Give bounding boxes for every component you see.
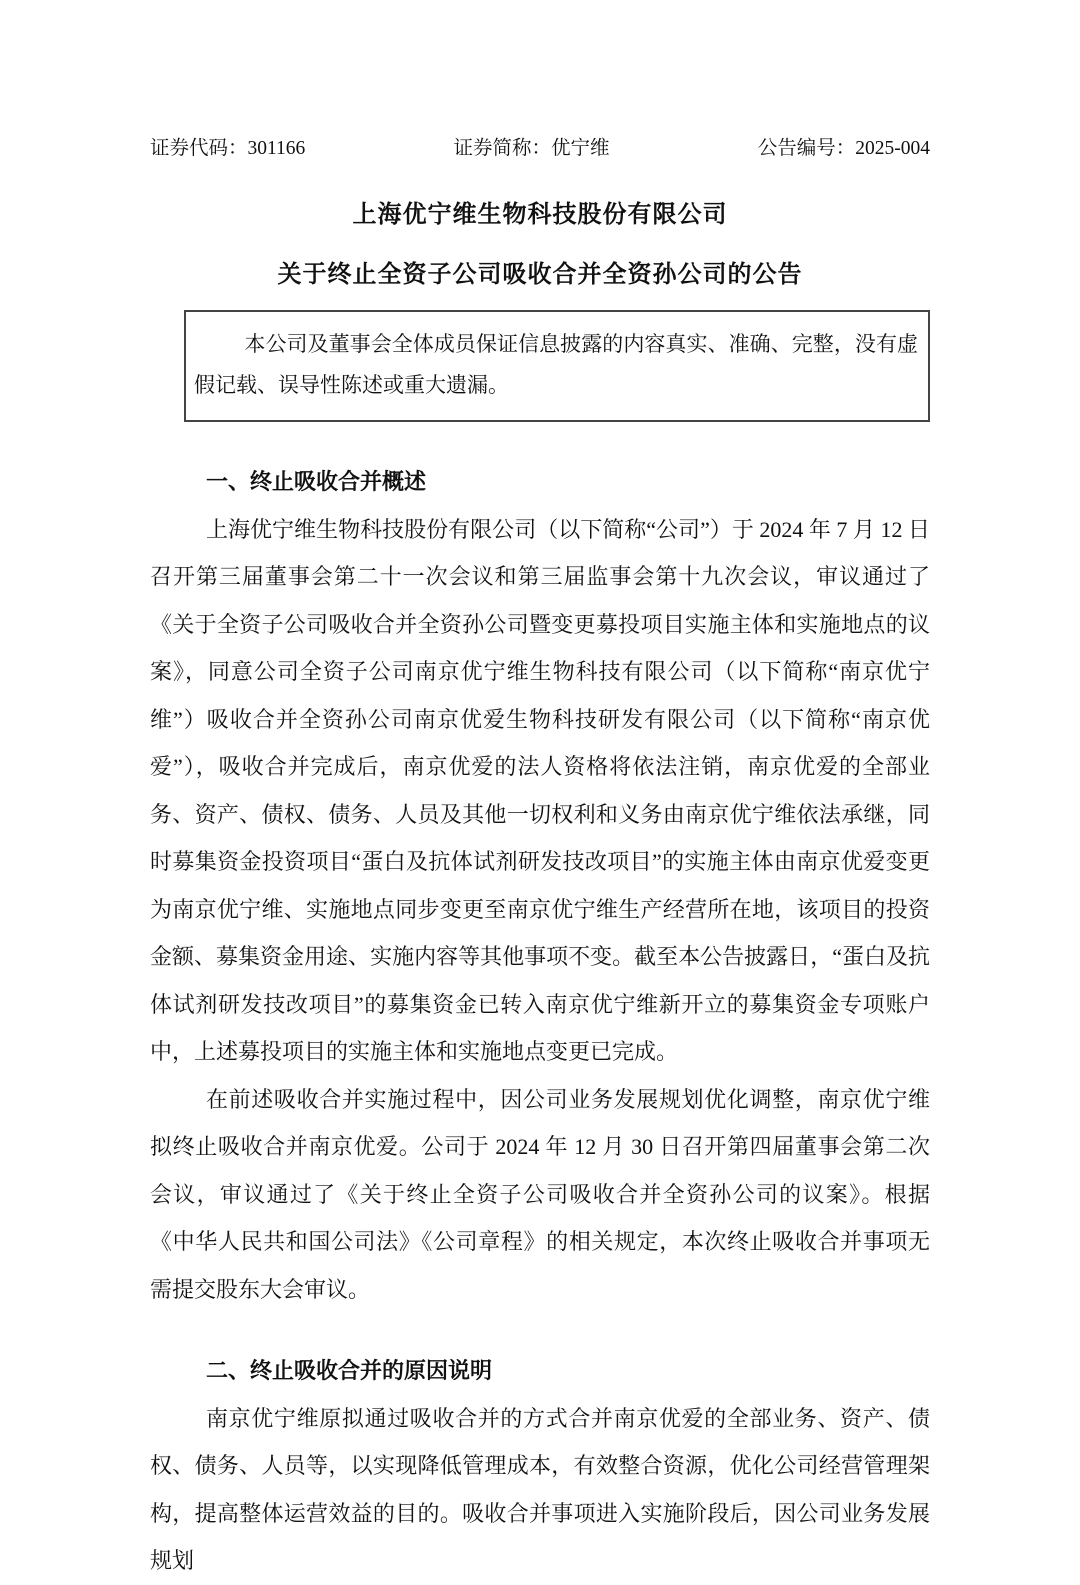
disclaimer-text: 本公司及董事会全体成员保证信息披露的内容真实、准确、完整，没有虚假记载、误导性陈述或重大遗漏。: [194, 332, 918, 397]
company-name-title: 上海优宁维生物科技股份有限公司: [352, 201, 728, 228]
section-1-heading: 一、终止吸收合并概述: [206, 469, 427, 494]
section-1-paragraph-1: 上海优宁维生物科技股份有限公司（以下简称“公司”）于 2024 年 7 月 12 日召开第三届董事会第二十一次会议和第三届监事会第十九次会议，审议通过了《关于全资子公司吸收合并全资孙公司暨变更募投项目实施主体和实施地点的议案》，同意公司全资子公司南京优宁维生物科技有限公司（以下简称“南京优宁维”）吸收合并全资孙公司南京优爱生物科技研发有限公司（以下简称“南京优爱”），吸收合并完成后，南京优爱的法人资格将依法注销，南京优爱的全部业务、资产、债权、债务、人员及其他一切权利和义务由南京优宁维依法承继，同时募集资金投资项目“蛋白及抗体试剂研发技改项目”的实施主体由南京优爱变更为南京优宁维、实施地点同步变更至南京优宁维生产经营所在地，该项目的投资金额、募集资金用途、实施内容等其他事项不变。截至本公告披露日，“蛋白及抗体试剂研发技改项目”的募集资金已转入南京优宁维新开立的募集资金专项账户中，上述募投项目的实施主体和实施地点变更已完成。: [150, 516, 930, 1064]
announcement-title: 关于终止全资子公司吸收合并全资孙公司的公告: [277, 261, 803, 288]
section-2-heading: 二、终止吸收合并的原因说明: [206, 1358, 493, 1383]
section-1-paragraph-2: 在前述吸收合并实施过程中，因公司业务发展规划优化调整，南京优宁维拟终止吸收合并南京优爱。公司于 2024 年 12 月 30 日召开第四届董事会第二次会议，审议通过了《关于终止全资子公司吸收合并全资孙公司的议案》。根据《中华人民共和国公司法》《公司章程》的相关规定，本次终止吸收合并事项无需提交股东大会审议。: [150, 1086, 930, 1302]
stock-short-name: 证券简称：优宁维: [453, 138, 610, 159]
disclaimer-box: [184, 310, 930, 422]
section-2-paragraph-1: 南京优宁维原拟通过吸收合并的方式合并南京优爱的全部业务、资产、债权、债务、人员等，以实现降低管理成本，有效整合资源，优化公司经营管理架构，提高整体运营效益的目的。吸收合并事项进入实施阶段后，因公司业务发展规划: [150, 1405, 930, 1573]
announcement-number: 公告编号：2025-004: [757, 138, 930, 159]
document-header: [150, 136, 930, 162]
document-body: [150, 458, 930, 1585]
stock-code: 证券代码：301166: [150, 138, 306, 159]
